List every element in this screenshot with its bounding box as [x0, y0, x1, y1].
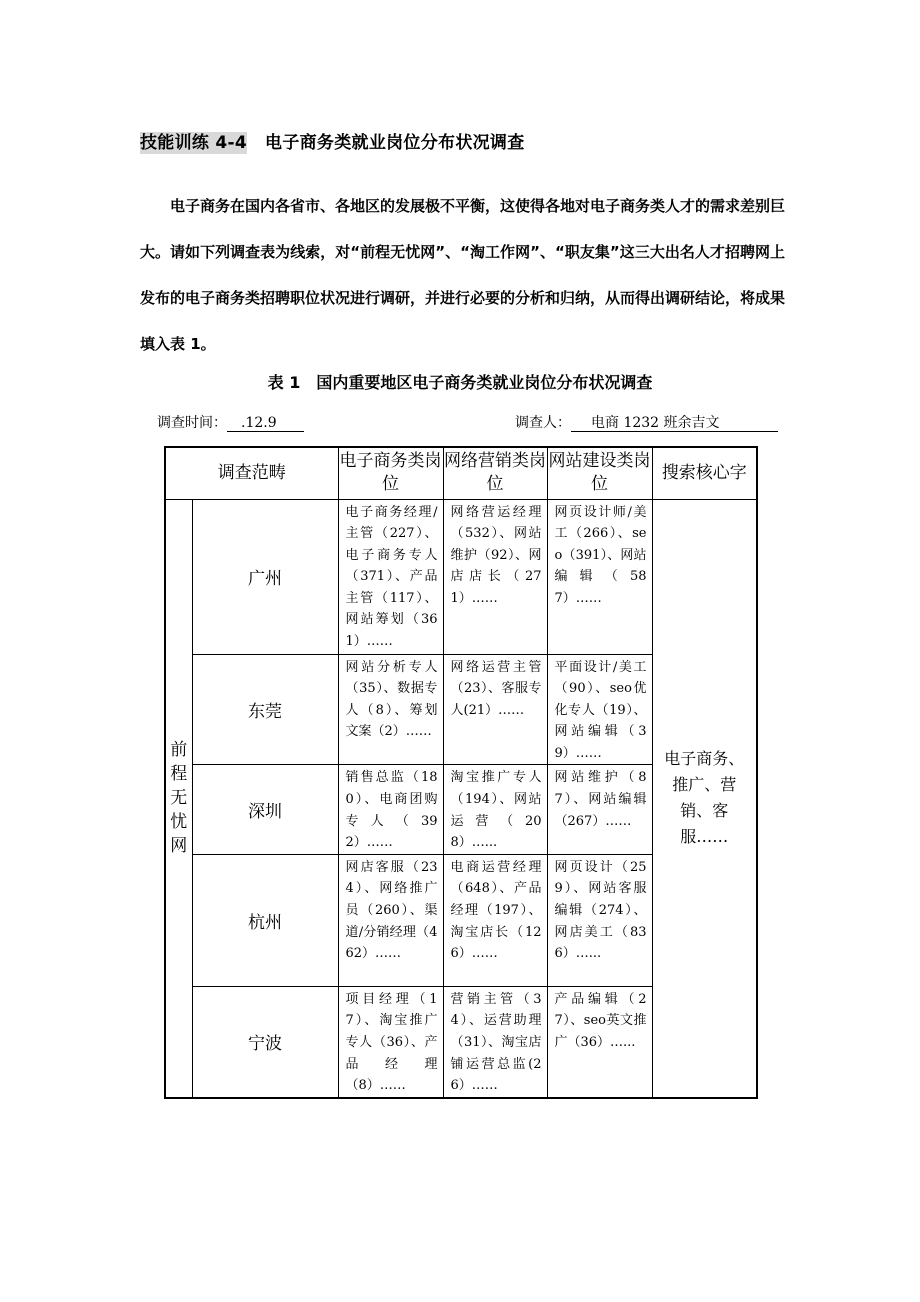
city-cell: 东莞	[192, 654, 338, 765]
table-row	[165, 499, 757, 654]
surveyor	[515, 412, 778, 432]
network-jobs-cell: 网络运营主管（23）、客服专人(21）……	[443, 654, 547, 765]
intro-paragraph: 电子商务在国内各省市、各地区的发展极不平衡，这使得各地对电子商务类人才的需求差别巨大。请如下列调查表为线索，对“前程无忧网”、“淘工作网”、“职友集”这三大出名人才招聘网上发布的电子商务类招聘职位状况进行调研，并进行必要的分析和归纳，从而得出调研结论，将成果填入表 1。	[140, 197, 786, 353]
table-caption	[0, 370, 920, 393]
network-jobs-cell: 电商运营经理（648）、产品经理（197）、淘宝店长（126）……	[443, 854, 547, 986]
site-cell	[165, 499, 192, 1098]
ecommerce-jobs-cell: 网站分析专人（35）、数据专人（8）、筹划文案（2）……	[338, 654, 443, 765]
website-jobs-cell: 网站维护（87）、网站编辑（267）……	[547, 765, 652, 854]
survey-time-value: .12.9	[227, 415, 304, 432]
city-cell: 杭州	[192, 854, 338, 986]
site-name: 前程无忧网	[170, 740, 188, 857]
website-jobs-cell: 网页设计（259）、网站客服编辑（274）、网店美工（836）…...	[547, 854, 652, 986]
network-jobs-cell: 淘宝推广专人（194）、网站运营（208）…...	[443, 765, 547, 854]
network-jobs-cell: 网络营运经理（532）、网站维护（92）、网店店长（271）……	[443, 499, 547, 654]
website-jobs-cell: 产品编辑（27）、seo英文推广（36）…...	[547, 986, 652, 1097]
survey-time	[157, 412, 304, 432]
survey-table	[164, 446, 758, 1099]
section-heading	[140, 128, 525, 153]
header-ecommerce: 电子商务类岗位	[338, 447, 443, 499]
survey-time-label: 调查时间：	[157, 415, 227, 431]
city-cell: 宁波	[192, 986, 338, 1097]
table-number: 表 1	[267, 373, 301, 392]
website-jobs-cell: 平面设计/美工（90）、seo优化专人（19）、网站编辑（39）……	[547, 654, 652, 765]
section-number: 技能训练 4-4	[140, 133, 248, 153]
header-scope: 调查范畴	[165, 447, 338, 499]
ecommerce-jobs-cell: 电子商务经理/主管（227）、电子商务专人（371）、产品主管（117）、网站筹划（361）……	[338, 499, 443, 654]
keywords-cell: 电子商务、推广、营销、客服……	[652, 499, 757, 1098]
section-title: 电子商务类就业岗位分布状况调查	[265, 133, 525, 153]
ecommerce-jobs-cell: 网店客服（234）、网络推广员（260）、渠道/分销经理（462）……	[338, 854, 443, 986]
surveyor-value: 电商 1232 班余吉文	[571, 415, 778, 432]
header-network-marketing: 网络营销类岗位	[443, 447, 547, 499]
surveyor-label: 调查人：	[515, 415, 571, 431]
city-cell: 深圳	[192, 765, 338, 854]
ecommerce-jobs-cell: 项目经理（17）、淘宝推广专人（36）、产品经理（8）……	[338, 986, 443, 1097]
header-website-building: 网站建设类岗位	[547, 447, 652, 499]
website-jobs-cell: 网页设计师/美工（266）、seo（391）、网站编辑（587）……	[547, 499, 652, 654]
header-keywords: 搜索核心字	[652, 447, 757, 499]
network-jobs-cell: 营销主管（34）、运营助理（31）、淘宝店铺运营总监(26）……	[443, 986, 547, 1097]
ecommerce-jobs-cell: 销售总监（180）、电商团购专人（392）……	[338, 765, 443, 854]
city-cell: 广州	[192, 499, 338, 654]
table-title: 国内重要地区电子商务类就业岗位分布状况调查	[316, 373, 653, 392]
table-header-row	[165, 447, 757, 499]
